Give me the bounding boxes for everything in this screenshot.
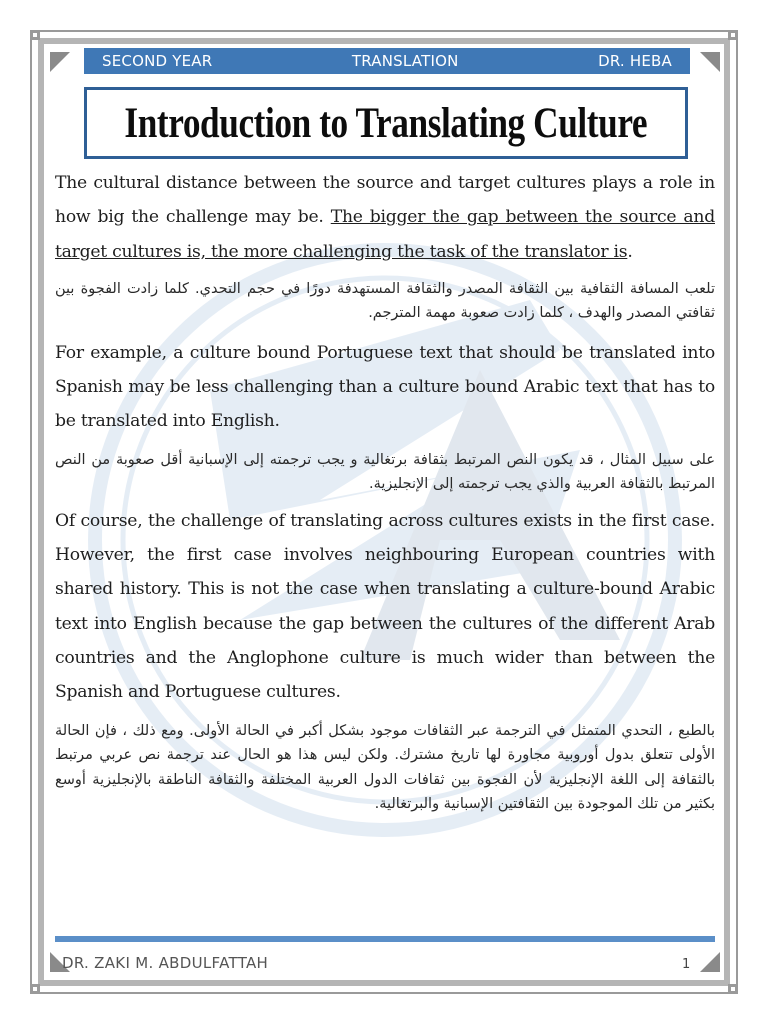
arabic-paragraph-3: بالطبع ، التحدي المتمثل في الترجمة عبر الثقافات موجود بشكل أكبر في الحالة الأولى. ومع ذلك ، فإن الحالة الأولى تتعلق بدول أوروبية مجاورة لها تاريخ مشترك. ولكن ليس هذا هو الحال عند ترجمة نص عربي مرتبط بالثقافة إلى اللغة الإنجليزية لأن الفجوة بين ثقافات الدول العربية المختلفة والثقافة الناطقة بالإنجليزية أوسع بكثير من تلك الموجودة بين الثقافتين الإسبانية والبرتغالية. [55,722,715,813]
footer-divider [55,936,715,942]
header-course-year: SECOND YEAR [102,52,213,70]
english-paragraph-3: Of course, the challenge of translating across cultures exists in the first case. However, the first case involves neighbouring European countries with shared history. This is not the case when translating a culture-bound Arabic text into English because the gap between the cultures of the different Arab countries and the Anglophone culture is much wider than between the Spanish and Portuguese cultures. [55,510,715,703]
header-corner-triangle-left-icon [50,52,70,72]
english-paragraph-2: For example, a culture bound Portuguese text that should be translated into Spanish may be less challenging than a culture bound Arabic text that has to be translated into English. [55,342,715,432]
main-content [55,166,715,817]
footer-author: DR. ZAKI M. ABDULFATTAH [62,954,269,972]
header-subject: TRANSLATION [351,52,459,70]
paragraph-1-period: . [627,241,633,262]
frame-corner-bottom-left [30,984,40,994]
page-number: 1 [682,957,691,972]
paragraph-1-text: The cultural distance between the source and target cultures plays a role in how big the challenge may be. [55,173,715,228]
header-instructor: DR. HEBA [598,52,672,70]
footer-corner-triangle-right-icon [700,952,720,972]
paragraph-1-underlined-text: The bigger the gap between the source and target cultures is, the more challenging the task of the translator is [55,207,715,262]
title-box [84,87,688,159]
arabic-paragraph-2: على سبيل المثال ، قد يكون النص المرتبط بثقافة برتغالية و يجب ترجمته إلى الإسبانية أقل صعوبة من النص المرتبط بالثقافة العربية والذي يجب ترجمته إلى الإنجليزية. [55,451,715,493]
frame-corner-top-right [728,30,738,40]
english-paragraph-1 [55,166,715,269]
frame-corner-bottom-right [728,984,738,994]
page-title: Introduction to Translating Culture [124,99,648,147]
frame-corner-top-left [30,30,40,40]
page-header-bar [84,48,690,74]
header-corner-triangle-right-icon [700,52,720,72]
arabic-paragraph-1: تلعب المسافة الثقافية بين الثقافة المصدر والثقافة المستهدفة دورًا في حجم التحدي. كلما زادت الفجوة بين ثقافتي المصدر والهدف ، كلما زادت صعوبة مهمة المترجم. [55,280,715,322]
